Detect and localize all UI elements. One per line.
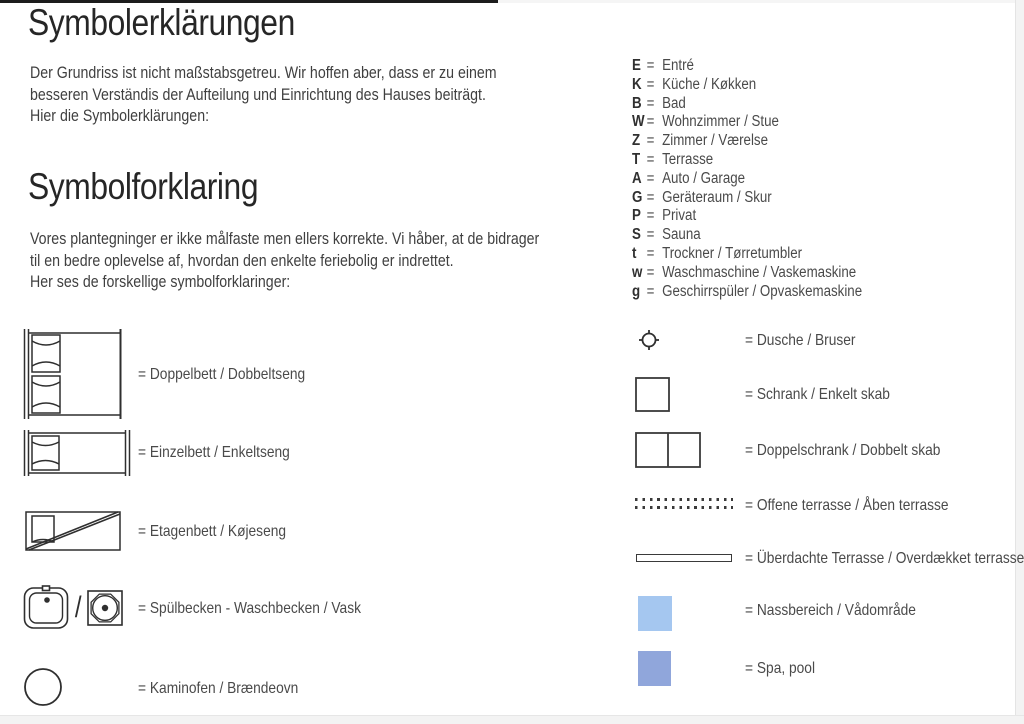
equals-sign: = [646,169,655,187]
intro-line: Vores plantegninger er ikke målfaste men ellers korrekte. Vi håber, at de bidrager [30,230,540,248]
symbol-label: = Etagenbett / Køjeseng [138,523,287,540]
symbol-label: = Kaminofen / Brændeovn [138,680,299,697]
page-title-german: Symbolerklärungen [28,2,295,43]
dotted-line [635,498,733,501]
abbreviation-row [632,189,862,208]
intro-line: Der Grundriss ist nicht maßstabsgetreu. Wir hoffen aber, dass er zu einem [30,64,497,82]
abbreviation-row [632,245,862,264]
abbreviation-row [632,283,862,302]
equals-sign: = [646,75,655,93]
abbreviation-label: Bad [662,94,686,112]
abbreviation-row [632,113,862,132]
intro-line: besseren Verständis der Aufteilung und Einrichtung des Hauses beiträgt. [30,85,486,104]
abbreviation-label: Sauna [662,226,701,244]
abbreviation-label: Waschmaschine / Vaskemaskine [662,263,857,281]
abbreviation-letter: Z [632,132,641,150]
bunk-bed-icon [25,511,121,551]
washbasin-icon [87,590,123,626]
intro-line: til en bedre oplevelse af, hvordan den enkelte feriebolig er indrettet. [30,251,454,270]
equals-sign: = [646,113,655,131]
single-cabinet-icon [635,377,670,412]
abbreviation-label: Trockner / Tørretumbler [662,244,803,262]
double-cabinet-icon [635,432,701,468]
abbreviation-letter: B [632,94,642,112]
equals-sign: = [646,226,655,244]
equals-sign: = [646,188,655,206]
abbreviation-letter: w [632,263,643,281]
abbreviation-label: Wohnzimmer / Stue [662,113,779,131]
symbol-label: = Einzelbett / Enkeltseng [138,444,290,461]
shower-icon [637,328,661,352]
symbol-label: = Spa, pool [745,660,816,677]
symbol-label: = Doppelschrank / Dobbelt skab [745,442,941,459]
intro-line: Hier die Symbolerklärungen: [30,107,210,125]
equals-sign: = [646,244,655,262]
symbol-label: = Nassbereich / Vådområde [745,602,916,619]
intro-paragraph-german [30,63,497,128]
abbreviation-letter: W [632,113,645,131]
covered-terrace-icon [636,554,732,562]
equals-sign: = [646,150,655,168]
abbreviation-label: Küche / Køkken [662,75,757,93]
wet-area-swatch [638,596,672,631]
abbreviation-letter: S [632,226,641,244]
equals-sign: = [646,263,655,281]
abbreviation-label: Zimmer / Værelse [662,132,769,150]
intro-paragraph-danish [30,229,539,294]
single-bed-icon [23,430,131,476]
abbreviation-row [632,170,862,189]
symbol-label: = Doppelbett / Dobbeltseng [138,366,306,383]
abbreviation-letter: t [632,244,637,262]
room-abbreviation-list [632,57,862,301]
equals-sign: = [646,57,655,74]
abbreviation-label: Privat [662,207,697,225]
symbol-label: = Offene terrasse / Åben terrasse [745,497,949,514]
sink-washbasin-icon [23,585,123,631]
abbreviation-letter: g [632,282,641,300]
abbreviation-row [632,95,862,114]
symbol-label: = Überdachte Terrasse / Overdækket terrasse [745,550,1024,567]
equals-sign: = [646,207,655,225]
page-title-danish: Symbolforklaring [28,166,259,207]
abbreviation-letter: A [632,169,642,187]
symbol-label: = Spülbecken - Waschbecken / Vask [138,600,361,617]
abbreviation-label: Entré [662,57,694,74]
spa-pool-swatch [638,651,671,686]
abbreviation-letter: T [632,150,641,168]
abbreviation-row [632,57,862,76]
equals-sign: = [646,132,655,150]
abbreviation-letter: G [632,188,643,206]
dotted-line [635,506,733,509]
slash-separator: / [74,591,82,624]
abbreviation-label: Terrasse [662,150,714,168]
open-terrace-icon [635,498,733,509]
page-bottom-edge [0,715,1024,724]
abbreviation-row [632,264,862,283]
abbreviation-row [632,132,862,151]
equals-sign: = [646,282,655,300]
abbreviation-label: Auto / Garage [662,169,746,187]
equals-sign: = [646,94,655,112]
abbreviation-letter: K [632,75,642,93]
abbreviation-label: Geräteraum / Skur [662,188,772,206]
symbol-label: = Dusche / Bruser [745,332,856,349]
page-right-edge [1015,0,1024,724]
abbreviation-row [632,226,862,245]
symbol-label: = Schrank / Enkelt skab [745,386,890,403]
abbreviation-label: Geschirrspüler / Opvaskemaskine [662,282,863,300]
abbreviation-letter: P [632,207,641,225]
abbreviation-row [632,151,862,170]
double-bed-icon [23,329,125,419]
abbreviation-row [632,207,862,226]
abbreviation-row [632,76,862,95]
abbreviation-letter: E [632,57,641,74]
intro-line: Her ses de forskellige symbolforklaringer: [30,273,291,291]
kitchen-sink-icon [23,585,69,631]
wood-stove-icon [23,667,63,707]
